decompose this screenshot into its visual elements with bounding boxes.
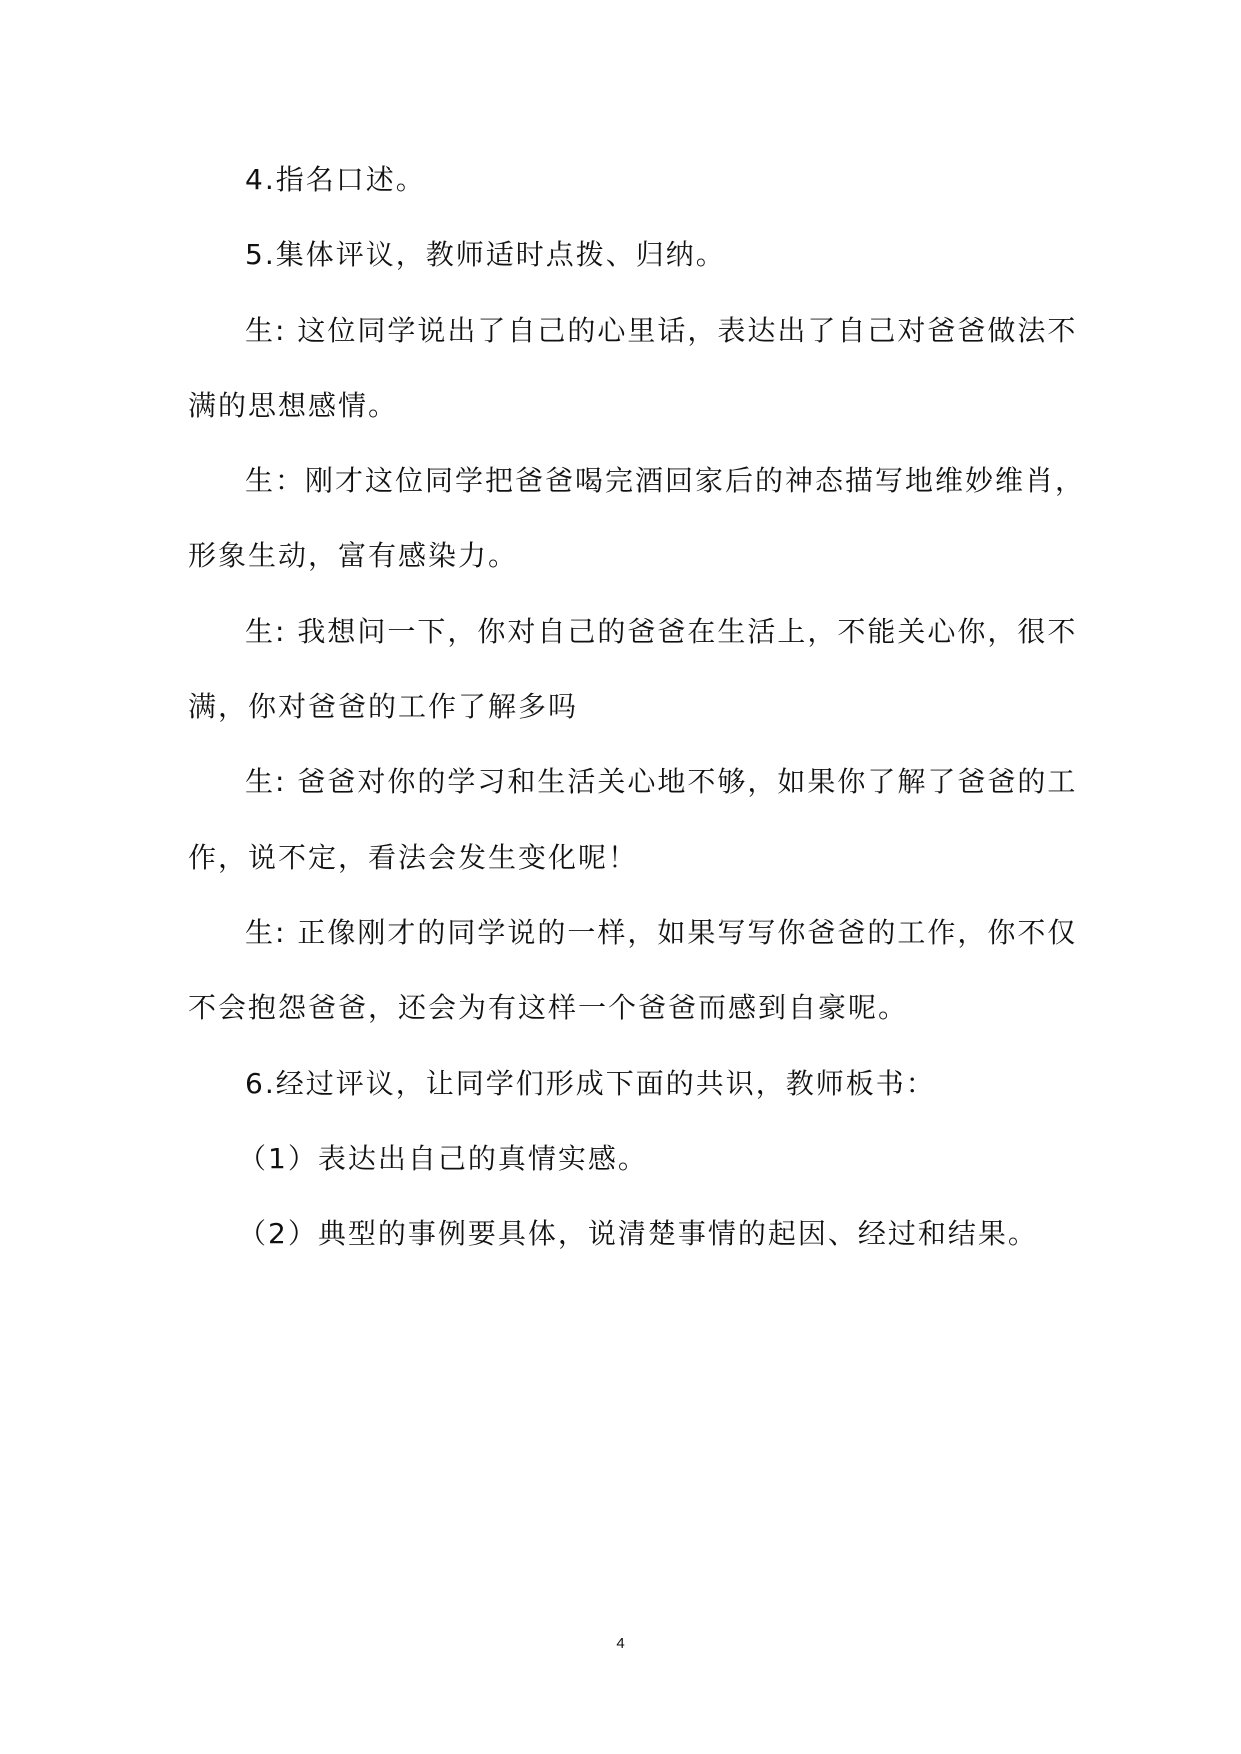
step-4-line: 4.指名口述。 xyxy=(245,163,426,196)
page-number: 4 xyxy=(616,1635,625,1652)
step-6-line: 6.经过评议，让同学们形成下面的共识，教师板书： xyxy=(245,1066,936,1100)
student-comment-4-line-1: 生: 爸爸对你的学习和生活关心地不够，如果你了解了爸爸的工 xyxy=(245,765,1078,799)
body-text xyxy=(188,142,1086,1271)
student-comment-4-line-2: 作，说不定，看法会发生变化呢！ xyxy=(188,840,639,874)
student-comment-2-line-1: 生：刚才这位同学把爸爸喝完酒回家后的神态描写地维妙维肖， xyxy=(245,464,1086,498)
student-comment-3-line-2: 满，你对爸爸的工作了解多吗 xyxy=(188,690,579,724)
step-5-line: 5.集体评议，教师适时点拨、归纳。 xyxy=(245,238,726,272)
consensus-item-1: （1）表达出自己的真情实感。 xyxy=(238,1141,648,1175)
consensus-item-2: （2）典型的事例要具体，说清楚事情的起因、经过和结果。 xyxy=(238,1217,1038,1251)
student-comment-5-line-2: 不会抱怨爸爸，还会为有这样一个爸爸而感到自豪呢。 xyxy=(188,991,909,1025)
student-comment-2-line-2: 形象生动，富有感染力。 xyxy=(188,539,519,573)
student-comment-1-line-1: 生: 这位同学说出了自己的心里话，表达出了自己对爸爸做法不 xyxy=(245,313,1078,347)
student-comment-3-line-1: 生: 我想问一下，你对自己的爸爸在生活上，不能关心你，很不 xyxy=(245,614,1078,648)
student-comment-1-line-2: 满的思想感情。 xyxy=(188,388,399,422)
student-comment-5-line-1: 生: 正像刚才的同学说的一样，如果写写你爸爸的工作，你不仅 xyxy=(245,915,1078,949)
